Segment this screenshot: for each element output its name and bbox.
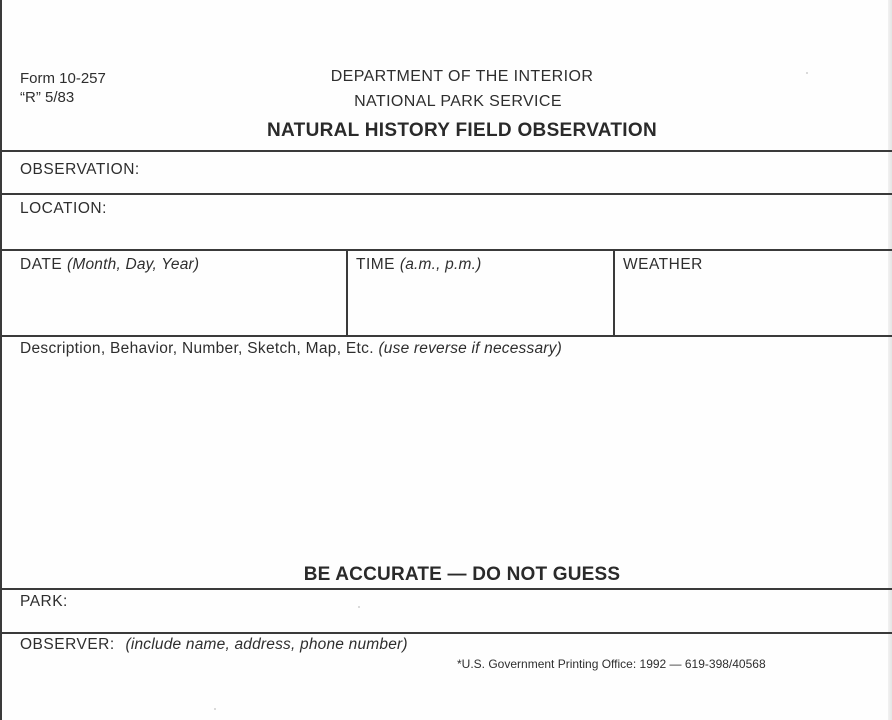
paper-speck (358, 606, 360, 608)
observer-field (20, 636, 408, 654)
observer-hint: (include name, address, phone number) (125, 636, 408, 653)
observer-label: OBSERVER: (20, 636, 115, 653)
paper-speck (806, 72, 808, 74)
rule-park-top (0, 588, 892, 590)
rule-date-row-top (0, 249, 892, 251)
rule-location-top (0, 193, 892, 195)
park-label: PARK: (20, 593, 68, 610)
agency-name: NATIONAL PARK SERVICE (354, 93, 562, 110)
date-field (20, 256, 199, 274)
accuracy-warning: BE ACCURATE — DO NOT GUESS (303, 564, 621, 585)
time-field (356, 256, 481, 274)
location-label: LOCATION: (20, 200, 107, 217)
department-name: DEPARTMENT OF THE INTERIOR (330, 68, 594, 85)
observation-label: OBSERVATION: (20, 161, 140, 178)
date-hint: (Month, Day, Year) (67, 256, 200, 273)
divider-date-time (346, 249, 348, 336)
printing-office-notice: *U.S. Government Printing Office: 1992 — 619-398/40568 (457, 657, 766, 671)
description-hint: (use reverse if necessary) (378, 340, 562, 357)
form-revision: “R” 5/83 (20, 89, 75, 106)
rule-observer-top (0, 632, 892, 634)
description-field (20, 340, 562, 358)
date-label: DATE (20, 256, 63, 273)
description-label: Description, Behavior, Number, Sketch, Map, Etc. (20, 340, 374, 357)
weather-label: WEATHER (623, 256, 703, 273)
rule-description-top (0, 335, 892, 337)
paper-speck (214, 708, 216, 710)
form-title: NATURAL HISTORY FIELD OBSERVATION (267, 120, 657, 141)
time-hint: (a.m., p.m.) (399, 256, 482, 273)
divider-time-weather (613, 249, 615, 336)
rule-observation-top (0, 150, 892, 152)
time-label: TIME (356, 256, 396, 273)
form-number: Form 10-257 (20, 70, 106, 87)
